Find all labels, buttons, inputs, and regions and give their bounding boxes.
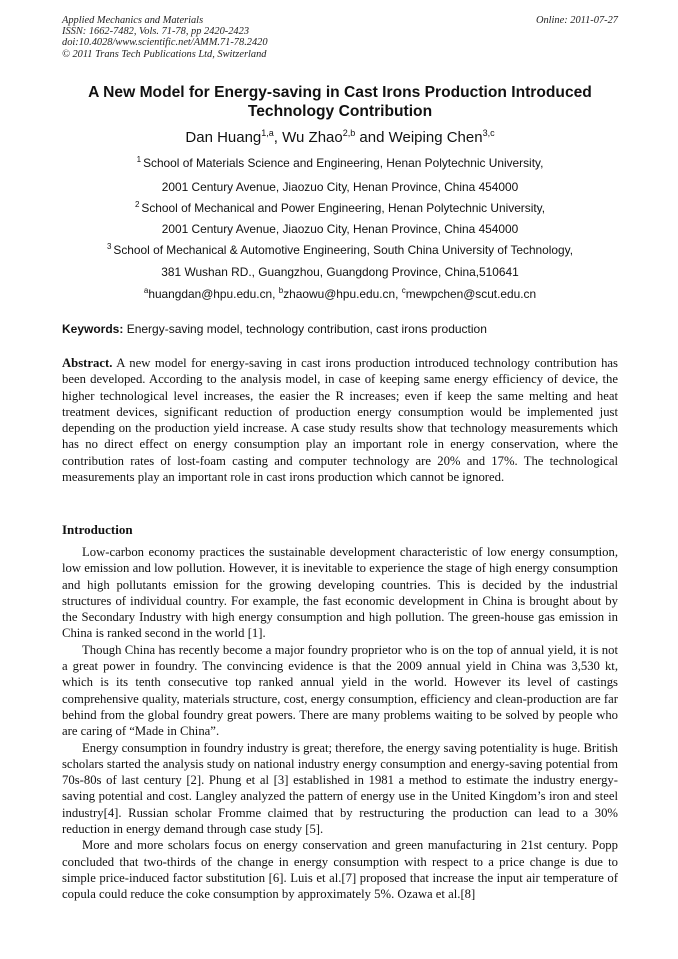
introduction-body [62, 544, 618, 903]
author-sep-2: and [355, 129, 389, 146]
author-2-sup: 2,b [342, 128, 356, 138]
affiliation-1 [62, 156, 618, 170]
email-a-sup: a [143, 286, 149, 295]
author-3: Weiping Chen [388, 129, 483, 146]
keywords-label: Keywords: [62, 322, 124, 336]
affiliation-2-address [62, 222, 618, 236]
affiliation-3 [62, 243, 618, 257]
journal-header [62, 15, 618, 60]
abstract [62, 355, 618, 485]
affiliation-2-num: 2 [134, 200, 140, 209]
paragraph: Low-carbon economy practices the sustainable development characteristic of low energy consumption, low emission and low pollution. However, it is inevitable to experience the stage of high energy consumption and high pollutants emission for the growing developing countries. This is decided by the industrial structures of individual country. For example, the fast economic development in China is brought about by the Secondary Industry with high energy consumption and high pollution. The green-house gas emission in China is ranked second in the world [1]. [62, 545, 618, 641]
author-3-sup: 3,c [482, 128, 495, 138]
paper-title: A New Model for Energy-saving in Cast Irons Production Introduced Technology Contribution [88, 84, 592, 120]
paragraph: Energy consumption in foundry industry is great; therefore, the energy saving potentiality is huge. British scholars started the analysis study on national industry energy consumption and energy-saving potential from 70s-80s of last century [2]. Phung et al [3] established in 1981 a method to estimate the industry energy-saving potential and cost. Langley analyzed the pattern of energy use in the United Kingdom’s iron and steel industry[4]. Russian scholar Fromme claimed that by restructuring the production can lead to a 30% reduction in energy demand through case study [5]. [62, 740, 618, 837]
keywords-text: Energy-saving model, technology contribution, cast irons production [123, 322, 487, 336]
affiliation-2-line1: School of Mechanical and Power Engineering, Henan Polytechnic University, [141, 201, 546, 215]
keywords [62, 322, 618, 336]
email-b[interactable]: zhaowu@hpu.edu.cn, [283, 287, 402, 301]
affiliation-3-address [62, 265, 618, 279]
affiliation-3-num: 3 [106, 242, 112, 251]
section-heading-introduction: Introduction [62, 522, 133, 537]
affiliation-1-line2: 2001 Century Avenue, Jiaozuo City, Henan Province, China 454000 [161, 180, 519, 194]
affiliation-1-line1: School of Materials Science and Engineering, Henan Polytechnic University, [143, 156, 544, 170]
email-line [62, 287, 618, 301]
affiliation-3-line1: School of Mechanical & Automotive Engineering, South China University of Technology, [113, 243, 574, 257]
affiliation-3-line2: 381 Wushan RD., Guangzhou, Guangdong Province, China,510641 [161, 265, 519, 279]
author-line [62, 128, 618, 148]
paragraph: More and more scholars focus on energy conservation and green manufacturing in 21st century. Popp concluded that two-thirds of the change in energy consumption with respect to a price change is due to simple price-induced factor substitution [6]. Luis et al.[7] proposed that increase the input air temperature of copula could reduce the coke consumption by approximately 5%. Ozawa et al.[8] [62, 838, 618, 902]
email-a[interactable]: huangdan@hpu.edu.cn, [148, 287, 279, 301]
online-date: Online: 2011-07-27 [535, 15, 618, 26]
email-c-sup: c [401, 286, 406, 295]
abstract-label: Abstract. [62, 356, 113, 370]
author-sep-1: , [273, 129, 283, 146]
paragraph: Though China has recently become a major foundry proprietor who is on the top of annual yield, it is not a great power in foundry. The convincing evidence is that the 2009 annual yield in China was 3,530 kt, which is its tenth consecutive top ranked annual yield in the world. However its level of castings comprehensive quality, materials structure, cost, energy consumption, efficiency and clean-production are far behind from the global foundry great powers. There are many problems waiting to be solved by people who are caring of “Made in China”. [62, 642, 618, 739]
author-1: Dan Huang [185, 129, 262, 146]
email-c[interactable]: mewpchen@scut.edu.cn [405, 287, 537, 301]
author-1-sup: 1,a [261, 128, 274, 138]
issn-line: ISSN: 1662-7482, Vols. 71-78, pp 2420-2423 [62, 26, 250, 38]
email-b-sup: b [278, 286, 284, 295]
affiliation-1-address [62, 180, 618, 194]
journal-name: Applied Mechanics and Materials [62, 15, 204, 26]
affiliation-2 [62, 201, 618, 215]
author-2: Wu Zhao [282, 129, 343, 146]
abstract-text: A new model for energy-saving in cast irons production introduced technology contribution has been developed. According to the analysis model, in case of keeping same energy efficiency of device, the higher technological level increases, the easier the R increases; even if keep the same melting and heat treatment devices, significant reduction of production energy consumption would be implemented just depending on the production yield increase. A case study results show that technology measurements which has no direct effect on energy consumption play an important role in energy conservation, where the contribution rates of lost-foam casting and computer technology are 20% and 17%. The technological measurements play an important role in cast irons production which cannot be ignored. [62, 356, 618, 485]
affiliation-1-num: 1 [136, 155, 142, 164]
affiliation-2-line2: 2001 Century Avenue, Jiaozuo City, Henan Province, China 454000 [161, 222, 519, 236]
copyright-line: © 2011 Trans Tech Publications Ltd, Switzerland [62, 48, 267, 60]
doi-line: doi:10.4028/www.scientific.net/AMM.71-78.2420 [62, 37, 268, 49]
